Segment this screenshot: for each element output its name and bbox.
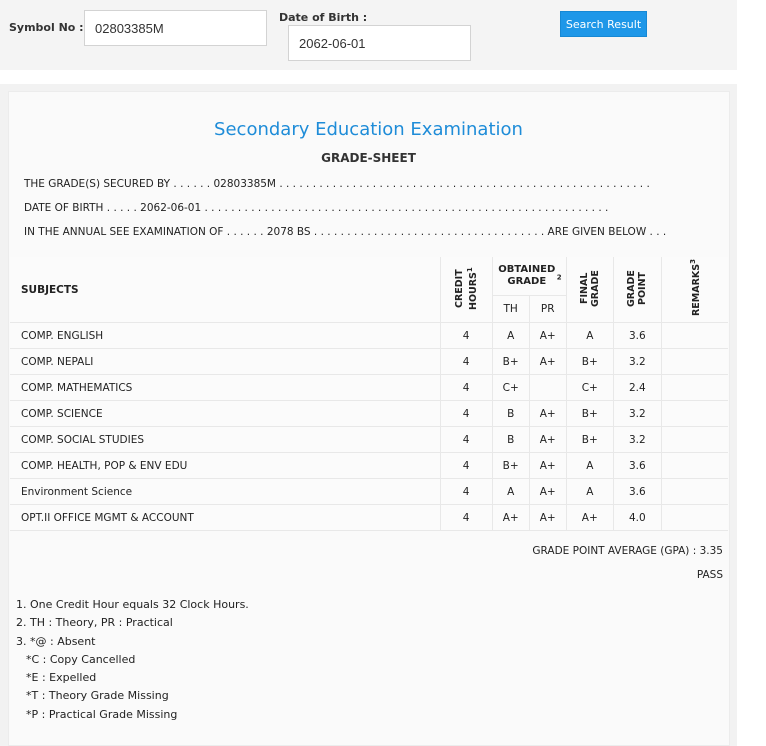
grades-table [10,257,728,531]
pr-grade-cell: A+ [529,479,566,505]
dob-input[interactable] [288,25,471,61]
footnote: 2. TH : Theory, PR : Practical [16,616,173,630]
credit-hours-cell: 4 [440,401,492,427]
grade-point-cell: 2.4 [613,375,661,401]
credit-hours-cell: 4 [440,505,492,531]
table-row [10,453,728,479]
table-row [10,427,728,453]
th-grade-cell: B+ [492,349,529,375]
credit-hours-header-text [454,256,479,321]
pr-grade-cell: A+ [529,505,566,531]
final-grade-cell: A [566,453,613,479]
footnote: *P : Practical Grade Missing [26,707,178,721]
remarks-cell [661,479,728,505]
pr-grade-cell: A+ [529,349,566,375]
pr-grade-cell: A+ [529,453,566,479]
th-grade-cell: A [492,323,529,349]
subject-cell: COMP. SOCIAL STUDIES [10,427,440,453]
obtained-grade-sup: 2 [556,273,562,282]
symbol-label: Symbol No : [9,21,84,34]
final-grade-cell: B+ [566,427,613,453]
subject-cell: COMP. SCIENCE [10,401,440,427]
final-grade-cell: B+ [566,349,613,375]
grade-point-cell: 3.6 [613,479,661,505]
pr-header: PR [529,296,566,323]
table-row [10,375,728,401]
table-row [10,401,728,427]
credit-hours-header [440,257,492,323]
pr-grade-cell: A+ [529,323,566,349]
remarks-label: REMARKS [691,264,703,317]
subject-cell: COMP. MATHEMATICS [10,375,440,401]
th-grade-cell: B+ [492,453,529,479]
gpa-text: GRADE POINT AVERAGE (GPA) : 3.35 [532,545,723,557]
grade-point-cell: 3.6 [613,323,661,349]
pr-grade-cell [529,375,566,401]
footnote: 3. *@ : Absent [16,634,96,648]
credit-hours-sup: 1 [465,266,474,272]
secured-by-line: THE GRADE(S) SECURED BY . . . . . . 02803385M . . . . . . . . . . . . . . . . . . . . . . . . . . . . . . . . . . . . . . . . . . . . . . . . . . . . . . . . [24,178,650,190]
dob-label: Date of Birth : [279,11,368,24]
remarks-cell [661,505,728,531]
symbol-input[interactable] [84,10,267,46]
credit-hours-cell: 4 [440,427,492,453]
remarks-cell [661,323,728,349]
final-grade-cell: A+ [566,505,613,531]
grade-point-cell: 3.6 [613,453,661,479]
grade-point-header-text: GRADE POINT [626,269,649,307]
footnote: *E : Expelled [26,671,97,685]
pr-grade-cell: A+ [529,427,566,453]
th-grade-cell: B [492,427,529,453]
footnote: *C : Copy Cancelled [26,652,136,666]
remarks-header-text [688,259,702,316]
th-grade-cell: A+ [492,505,529,531]
final-grade-cell: A [566,479,613,505]
subjects-header-text: SUBJECTS [21,283,79,296]
grade-point-header [613,257,661,323]
grade-point-cell: 3.2 [613,427,661,453]
remarks-cell [661,349,728,375]
table-row [10,505,728,531]
credit-hours-cell: 4 [440,375,492,401]
remarks-cell [661,453,728,479]
remarks-cell [661,401,728,427]
remarks-cell [661,375,728,401]
th-grade-cell: B [492,401,529,427]
header-row [10,257,728,296]
final-grade-header [566,257,613,323]
subject-cell: COMP. ENGLISH [10,323,440,349]
exam-line: IN THE ANNUAL SEE EXAMINATION OF . . . . . . 2078 BS . . . . . . . . . . . . . . . . . . . . . . . . . . . . . . . . . . . ARE GIVEN BELOW . . . [24,226,667,238]
grade-point-cell: 3.2 [613,401,661,427]
final-grade-cell: A [566,323,613,349]
final-grade-cell: B+ [566,401,613,427]
pr-grade-cell: A+ [529,401,566,427]
footnotes [16,596,249,724]
footnote: 1. One Credit Hour equals 32 Clock Hours. [16,598,249,611]
credit-hours-cell: 4 [440,453,492,479]
credit-hours-cell: 4 [440,349,492,375]
final-grade-header-text: FINAL GRADE [578,269,601,307]
th-header: TH [492,296,529,323]
obtained-grade-label: OBTAINED GRADE [498,264,556,287]
obtained-grade-header [492,257,566,296]
footnote: *T : Theory Grade Missing [26,689,169,703]
remarks-sup: 3 [688,259,697,265]
th-grade-cell: A [492,479,529,505]
credit-hours-label: CREDIT HOURS [453,268,479,310]
remarks-header [661,257,728,323]
table-row [10,349,728,375]
subject-cell: COMP. HEALTH, POP & ENV EDU [10,453,440,479]
subject-cell: COMP. NEPALI [10,349,440,375]
credit-hours-cell: 4 [440,323,492,349]
subjects-header [10,257,440,323]
sheet-subtitle: GRADE-SHEET [321,151,416,165]
th-grade-cell: C+ [492,375,529,401]
search-bar [0,0,737,70]
credit-hours-cell: 4 [440,479,492,505]
table-row [10,479,728,505]
final-grade-cell: C+ [566,375,613,401]
sheet-title: Secondary Education Examination [214,119,523,140]
result-status: PASS [696,569,723,581]
remarks-cell [661,427,728,453]
subject-cell: OPT.II OFFICE MGMT & ACCOUNT [10,505,440,531]
grade-point-cell: 4.0 [613,505,661,531]
search-result-button[interactable]: Search Result [560,11,647,37]
dob-line: DATE OF BIRTH . . . . . 2062-06-01 . . . . . . . . . . . . . . . . . . . . . . . . . . . . . . . . . . . . . . . . . . . . . . . . . . . . . . . . . . . . . [24,202,609,214]
table-row [10,323,728,349]
grade-point-cell: 3.2 [613,349,661,375]
subject-cell: Environment Science [10,479,440,505]
